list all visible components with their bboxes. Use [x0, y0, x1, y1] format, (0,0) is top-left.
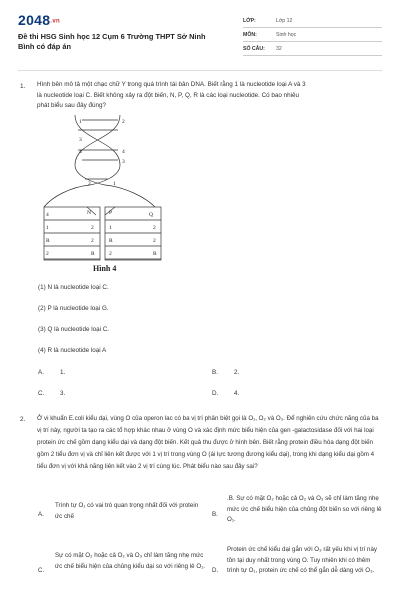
meta-row-class [243, 14, 382, 28]
choice-letter: D. [212, 390, 219, 397]
option-letter: D. [212, 567, 219, 574]
choice-text: 1. [60, 369, 66, 376]
header-divider [18, 70, 382, 71]
question-2-text: Ở vi khuẩn E.coli kiểu dại, vùng O của operon lac có ba vị trí phân biệt gọi là O₁, O₂ và O₃. Để nghiên cứu chức năng của ba vị trí này, người ta tạo ra các tổ hợp khác nhau ở vùng O và xác định mức biểu hiện của gen -galactosidase đối với hai loại protein ức chế gồm dạng kiểu dại và dạng đột biến. Kết quả thu được ở hình bên. Biết rằng protein điều hòa dạng đột biến gồm 2 tiểu đơn vị và chỉ liên kết được với 1 vị trí trong vùng O (ái lực tương đương kiểu dại), trong khi dạng kiểu dại gồm 4 tiểu đơn vị với khả năng liên kết vào 2 vị trí cùng lúc. Phát biểu nào sau đây sai? [37, 415, 379, 470]
figure-caption: Hình 4 [93, 264, 117, 273]
figure-label: Q [149, 212, 153, 218]
figure-label: 2 [122, 119, 125, 125]
site-logo[interactable] [18, 12, 60, 28]
meta-row-count [243, 42, 382, 56]
figure-label: 1 [79, 119, 82, 125]
meta-table [243, 14, 382, 56]
logo-text: 2048 [18, 12, 51, 28]
option-a[interactable]: Trình tự O₁ có vai trò quan trọng nhất đối với protein ức chế [55, 502, 199, 520]
option-letter: A. [38, 511, 44, 518]
question-2-number: 2. [20, 416, 26, 423]
question-1-line: Hình bên mô tả một chạc chữ Y trong quá trình tái bản DNA. Biết rằng 1 là nucleotide loại A và 3 [37, 81, 306, 88]
choice-text: 2. [234, 369, 240, 376]
meta-key: LỚP: [243, 17, 256, 24]
choice-c[interactable] [38, 390, 65, 397]
figure-label: 3 [79, 137, 82, 143]
question-1-line: là nucleotide loại C. Biết không xảy ra đột biến, N, P, Q, R là các loại nucleotide. Có bao nhiêu [37, 91, 300, 99]
figure-label: 2 [153, 225, 156, 231]
choice-letter: B. [212, 369, 218, 376]
figure-label: 4 [79, 149, 82, 155]
option-d[interactable]: Protein ức chế kiểu dại gắn với O₃ rất yếu khi vị trí này tồn tại duy nhất trong vùng O. Tuy nhiên khi có thêm trình tự O₁, protein ức chế có thể gắn dễ dàng với O₃. [227, 546, 378, 574]
figure-label: 2 [46, 251, 49, 257]
page-title: Đề thi HSG Sinh học 12 Cụm 6 Trường THPT Sở Ninh Bình có đáp án [18, 32, 206, 51]
figure-label: P [109, 210, 113, 216]
meta-row-subject [243, 28, 382, 42]
choice-a[interactable] [38, 369, 65, 376]
option-c[interactable]: Sự có mặt O₂ hoặc cả O₂ và O₃ chỉ làm tăng nhẹ mức ức chế biểu hiện của chủng kiểu dại so với riêng lẻ O₁. [55, 552, 205, 570]
statement-item: (2) P là nucleotide loại G. [38, 305, 109, 312]
choice-text: 4. [234, 390, 240, 397]
statement-item: (4) R là nucleotide loại A [38, 347, 107, 354]
figure-label: 4 [46, 212, 49, 218]
replication-fork-figure [30, 115, 175, 280]
choice-letter: C. [38, 390, 45, 397]
figure-label: 3 [122, 159, 125, 165]
figure-label: R [46, 238, 50, 244]
meta-value: 32 [276, 45, 282, 52]
figure-label: R [153, 251, 157, 257]
figure-label: R [109, 238, 113, 244]
figure-label: 1 [46, 225, 49, 231]
option-letter: C. [38, 567, 45, 574]
question-1-line: phát biểu sau đây đúng? [37, 102, 106, 109]
option-b[interactable]: .B. Sự có mặt O₂ hoặc cả O₂ và O₃ sẽ chỉ làm tăng nhẹ mức ức chế biểu hiện của chủng đột biến so với riêng lẻ O₁. [227, 495, 382, 523]
figure-label: 1 [109, 225, 112, 231]
question-1-text [37, 80, 382, 112]
figure-label: 1 [113, 181, 116, 187]
meta-value: Sinh học [276, 31, 297, 38]
option-letter: B. [212, 511, 218, 518]
figure-label: 2 [109, 251, 112, 257]
question-1-number: 1. [20, 83, 26, 90]
choice-b[interactable] [212, 369, 239, 376]
meta-key: MÔN: [243, 31, 257, 38]
choice-text: 3. [60, 390, 66, 397]
meta-key: SỐ CÂU: [243, 45, 265, 52]
figure-label: 4 [122, 149, 125, 155]
statement-item: (3) Q là nucleotide loại C. [38, 326, 110, 333]
choice-letter: A. [38, 369, 44, 376]
figure-label: N [87, 210, 91, 216]
logo-suffix: .vn [50, 18, 60, 25]
choice-d[interactable] [212, 390, 239, 397]
figure-label: 2 [88, 181, 91, 187]
figure-label: R [91, 251, 95, 257]
figure-label: 2 [153, 238, 156, 244]
page-header [18, 12, 382, 62]
statement-item: (1) N là nucleotide loại C. [38, 284, 109, 291]
meta-value: Lớp 12 [276, 17, 293, 24]
figure-label: 2 [91, 225, 94, 231]
figure-label: 2 [91, 238, 94, 244]
